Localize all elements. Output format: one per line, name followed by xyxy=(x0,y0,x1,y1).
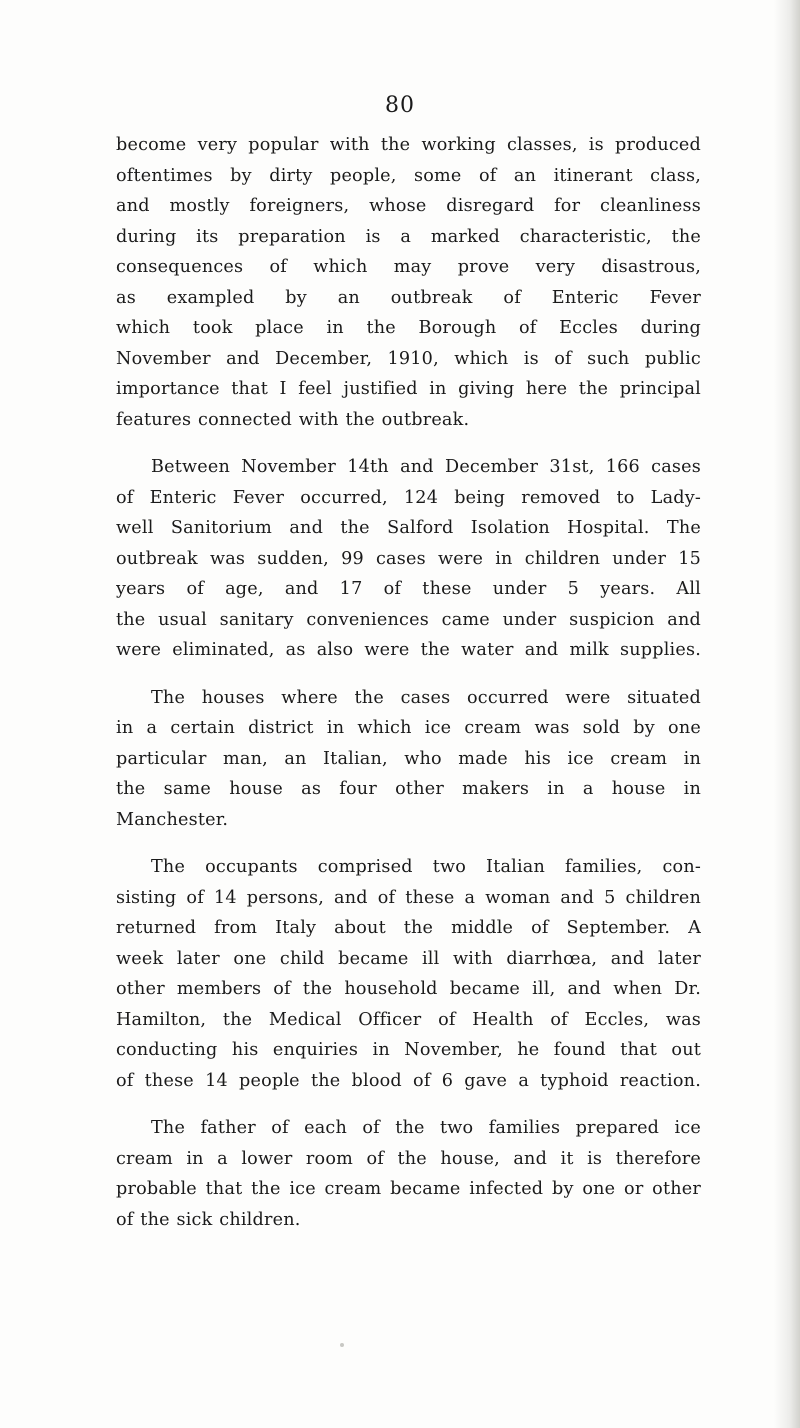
text-line: during its preparation is a marked characteristic, the xyxy=(116,226,701,247)
text-line: of the sick children. xyxy=(116,1209,301,1230)
text-line: of these 14 people the blood of 6 gave a typhoid reaction. xyxy=(116,1070,701,1091)
text-line: conducting his enquiries in November, he found that out xyxy=(116,1040,701,1060)
paragraph-1 xyxy=(116,130,701,435)
text-line: November and December, 1910, which is of such public xyxy=(116,348,701,369)
text-line: The houses where the cases occurred were situated xyxy=(151,687,701,708)
text-line: other members of the household became ill, and when Dr. xyxy=(116,979,701,999)
paragraph-4 xyxy=(116,852,701,1096)
text-line: cream in a lower room of the house, and it is therefore xyxy=(116,1148,701,1169)
text-line: outbreak was sudden, 99 cases were in children under 15 xyxy=(116,548,701,569)
text-line: and mostly foreigners, whose disregard for cleanliness xyxy=(116,196,701,216)
text-line: returned from Italy about the middle of September. A xyxy=(116,918,701,938)
text-line: sisting of 14 persons, and of these a woman and 5 children xyxy=(116,887,701,908)
paragraph-2 xyxy=(116,452,701,666)
text-line: particular man, an Italian, who made his ice cream in xyxy=(116,748,701,769)
text-line: which took place in the Borough of Eccles during xyxy=(116,318,701,338)
text-line: years of age, and 17 of these under 5 years. All xyxy=(116,579,701,599)
text-line: well Sanitorium and the Salford Isolation Hospital. The xyxy=(116,518,701,538)
page-number: 80 xyxy=(385,93,415,118)
text-line: week later one child became ill with diarrhœa, and later xyxy=(116,948,701,969)
text-line: features connected with the outbreak. xyxy=(116,409,470,430)
text-line: importance that I feel justified in giving here the principal xyxy=(116,379,701,399)
text-line: oftentimes by dirty people, some of an itinerant class, xyxy=(116,165,701,186)
body-text xyxy=(116,130,701,1252)
text-line: probable that the ice cream became infected by one or other xyxy=(116,1179,701,1199)
text-line: Manchester. xyxy=(116,809,229,830)
text-line: become very popular with the working classes, is produced xyxy=(116,135,701,155)
text-line: Between November 14th and December 31st, 166 cases xyxy=(151,457,701,477)
paragraph-5 xyxy=(116,1113,701,1235)
text-line: as exampled by an outbreak of Enteric Fever xyxy=(116,287,701,308)
text-line: the same house as four other makers in a house in xyxy=(116,779,701,799)
paragraph-3 xyxy=(116,683,701,836)
text-line: The father of each of the two families prepared ice xyxy=(151,1118,701,1138)
text-line: Hamilton, the Medical Officer of Health of Eccles, was xyxy=(116,1009,701,1030)
text-line: of Enteric Fever occurred, 124 being removed to Lady- xyxy=(116,487,701,508)
text-line: in a certain district in which ice cream was sold by one xyxy=(116,718,701,738)
text-line: The occupants comprised two Italian families, con- xyxy=(151,857,701,877)
text-line: consequences of which may prove very disastrous, xyxy=(116,257,701,277)
text-line: were eliminated, as also were the water and milk supplies. xyxy=(116,640,701,660)
text-line: the usual sanitary conveniences came under suspicion and xyxy=(116,609,701,630)
page-edge-shadow xyxy=(774,0,800,1428)
paper-speck xyxy=(340,1343,344,1347)
